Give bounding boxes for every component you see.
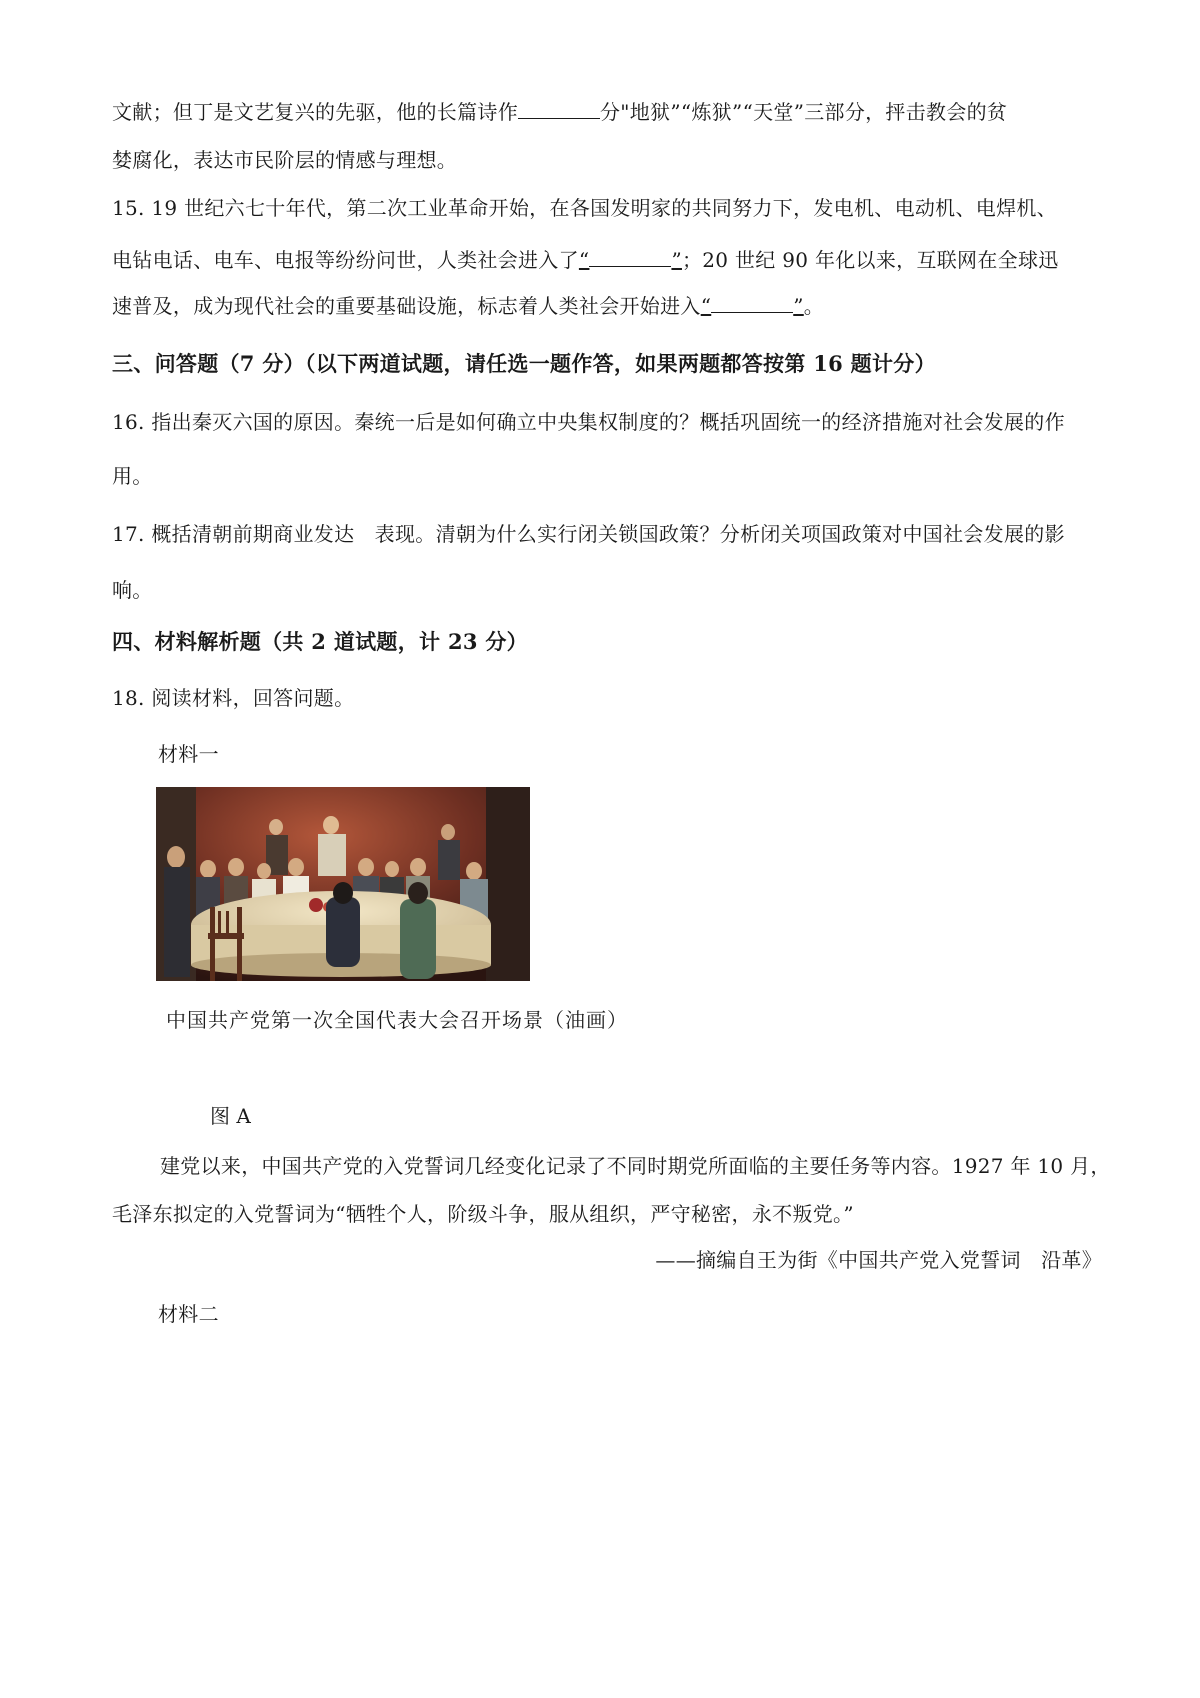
question-15-line1	[112, 192, 1102, 221]
line-text: 。	[803, 294, 825, 318]
line-text: 15. 19 世纪六七十年代，第二次工业革命开始，在各国发明家的共同努力下，发电机、电动机、电焊机、	[112, 196, 1057, 220]
question-16-line2: 用。	[112, 464, 153, 488]
answer-blank[interactable]	[711, 294, 793, 313]
question-17-line2: 响。	[112, 578, 153, 602]
line-text: 文献；但丁是文艺复兴的先驱，他的长篇诗作	[112, 100, 518, 124]
quote-close: ”	[671, 248, 682, 272]
quote-close: ”	[793, 294, 804, 318]
line-text: 电钻电话、电车、电报等纷纷问世，人类社会进入了	[112, 248, 579, 272]
section-4-heading: 四、材料解析题（共 2 道试题，计 23 分）	[112, 629, 528, 654]
material-paragraph-line1: 建党以来，中国共产党的入党誓词几经变化记录了不同时期党所面临的主要任务等内容。1927 年 10 月，	[160, 1154, 1111, 1178]
question-18: 18. 阅读材料，回答问题。	[112, 686, 355, 710]
quote-open: “	[578, 248, 590, 272]
painting-caption: 中国共产党第一次全国代表大会召开场景（油画）	[166, 1008, 628, 1032]
quote-open: “	[700, 294, 712, 318]
question-15-line3	[112, 290, 1102, 319]
line-text: 婪腐化，表达市民阶层的情感与理想。	[112, 148, 458, 172]
line-text: ；20 世纪 90 年化以来，互联网在全球迅	[681, 248, 1059, 272]
answer-blank[interactable]	[589, 248, 671, 267]
line-text: 速普及，成为现代社会的重要基础设施，标志着人类社会开始进入	[112, 294, 701, 318]
answer-blank[interactable]	[518, 100, 600, 119]
question-16-line1: 16. 指出秦灭六国的原因。秦统一后是如何确立中央集权制度的？概括巩固统一的经济措施对社会发展的作	[112, 410, 1065, 434]
material-source: ——摘编自王为街《中国共产党入党誓词 沿革》	[655, 1248, 1102, 1272]
text-line	[112, 96, 1102, 125]
section-3-heading: 三、问答题（7 分）（以下两道试题，请任选一题作答，如果两题都答按第 16 题计分）	[112, 351, 936, 376]
question-17-line1: 17. 概括清朝前期商业发达 表现。清朝为什么实行闭关锁国政策？分析闭关项国政策对中国社会发展的影	[112, 522, 1065, 546]
text-line	[112, 144, 1102, 173]
material-2-label: 材料二	[158, 1302, 219, 1326]
material-1-label: 材料一	[158, 742, 219, 766]
oil-painting-first-congress-icon	[156, 787, 530, 981]
line-text: 分"地狱”“炼狱”“天堂”三部分，抨击教会的贫	[600, 100, 1008, 124]
oil-painting-image	[156, 787, 530, 981]
figure-label: 图 A	[210, 1104, 251, 1128]
question-15-line2	[112, 244, 1102, 273]
material-paragraph-line2: 毛泽东拟定的入党誓词为“牺牲个人，阶级斗争，服从组织，严守秘密，永不叛党。”	[112, 1202, 854, 1226]
